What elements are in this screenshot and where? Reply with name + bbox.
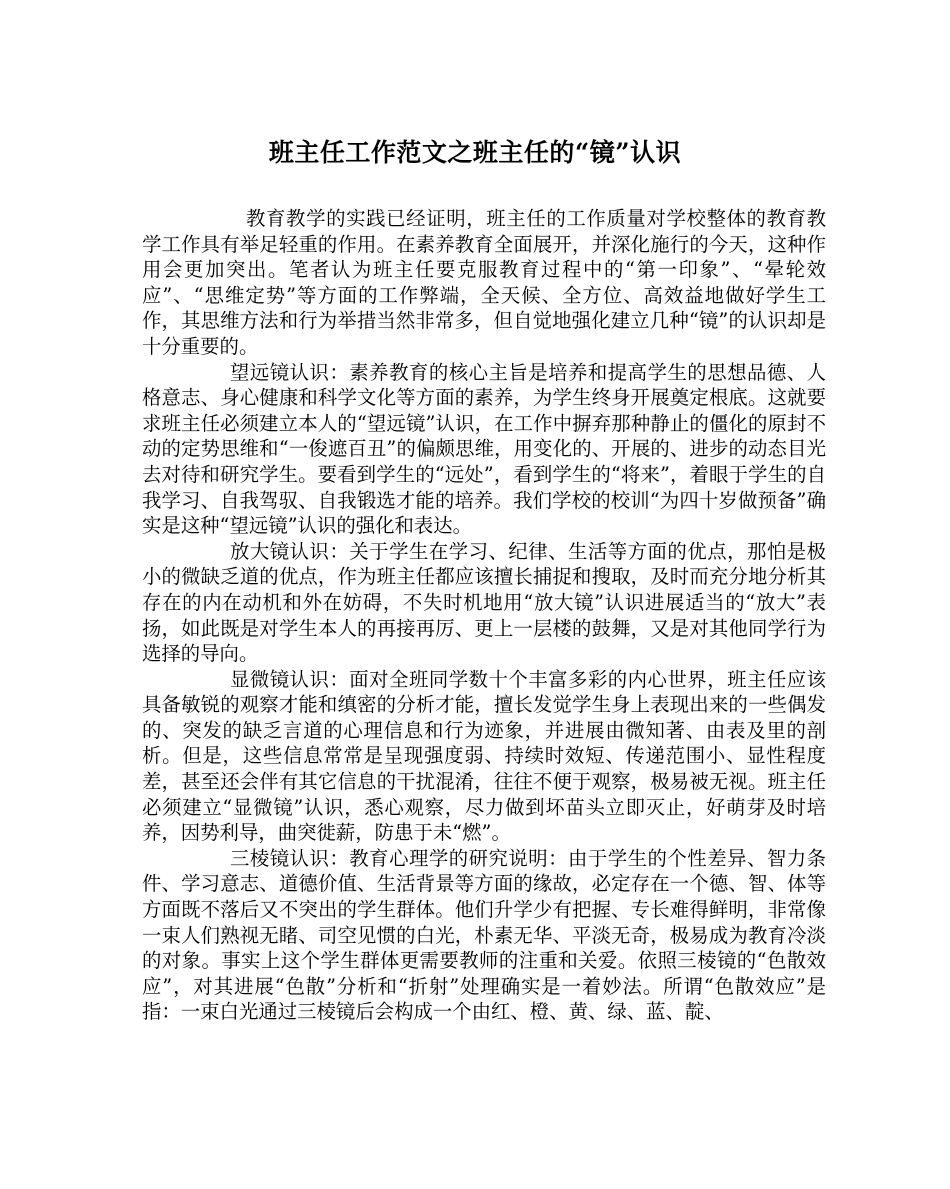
paragraph-microscope: 显微镜认识：面对全班同学数十个丰富多彩的内心世界，班主任应该具备敏锐的观察才能和缜密的分析才能，擅长发觉学生身上表现出来的一些偶发的、突发的缺乏言道的心理信息和行为迹象，并进展由微知著、由表及里的剖析。但是，这些信息常常是呈现强度弱、持续时效短、传递范围小、显性程度差，甚至还会伴有其它信息的干扰混淆，往往不便于观察，极易被无视。班主任必须建立“显微镜”认识，悉心观察，尽力做到坏苗头立即灭止，好萌芽及时培养，因势利导，曲突徙薪，防患于未“燃”。 (142, 667, 826, 845)
document-body (142, 206, 826, 1025)
paragraph-magnifier: 放大镜认识：关于学生在学习、纪律、生活等方面的优点，那怕是极小的微缺乏道的优点，作为班主任都应该擅长捕捉和搜取，及时而充分地分析其存在的内在动机和外在妨碍，不失时机地用“放大镜”认识进展适当的“放大”表扬，如此既是对学生本人的再接再厉、更上一层楼的鼓舞，又是对其他同学行为选择的导向。 (142, 539, 826, 666)
paragraph-telescope: 望远镜认识：素养教育的核心主旨是培养和提高学生的思想品德、人格意志、身心健康和科学文化等方面的素养，为学生终身开展奠定根底。这就要求班主任必须建立本人的“望远镜”认识，在工作中摒弃那种静止的僵化的原封不动的定势思维和“一俊遮百丑”的偏颇思维，用变化的、开展的、进步的动态目光去对待和研究学生。要看到学生的“远处”，看到学生的“将来”，着眼于学生的自我学习、自我驾驭、自我锻选才能的培养。我们学校的校训“为四十岁做预备”确实是这种“望远镜”认识的强化和表达。 (142, 360, 826, 538)
paragraph-intro: 教育教学的实践已经证明，班主任的工作质量对学校整体的教育教学工作具有举足轻重的作用。在素养教育全面展开，并深化施行的今天，这种作用会更加突出。笔者认为班主任要克服教育过程中的“第一印象”、“晕轮效应”、“思维定势”等方面的工作弊端，全天候、全方位、高效益地做好学生工作，其思维方法和行为举措当然非常多，但自觉地强化建立几种“镜”的认识却是十分重要的。 (142, 207, 826, 358)
paragraph-prism: 三棱镜认识：教育心理学的研究说明：由于学生的个性差异、智力条件、学习意志、道德价值、生活背景等方面的缘故，必定存在一个德、智、体等方面既不落后又不突出的学生群体。他们升学少有把握、专长难得鲜明，非常像一束人们熟视无睹、司空见惯的白光，朴素无华、平淡无奇，极易成为教育冷淡的对象。事实上这个学生群体更需要教师的注重和关爱。依照三棱镜的“色散效应”，对其进展“色散”分析和“折射”处理确实是一着妙法。所谓“色散效应”是指：一束白光通过三棱镜后会构成一个由红、橙、黄、绿、蓝、靛、 (142, 846, 826, 1024)
document-title: 班主任工作范文之班主任的“镜”认识 (268, 138, 682, 167)
